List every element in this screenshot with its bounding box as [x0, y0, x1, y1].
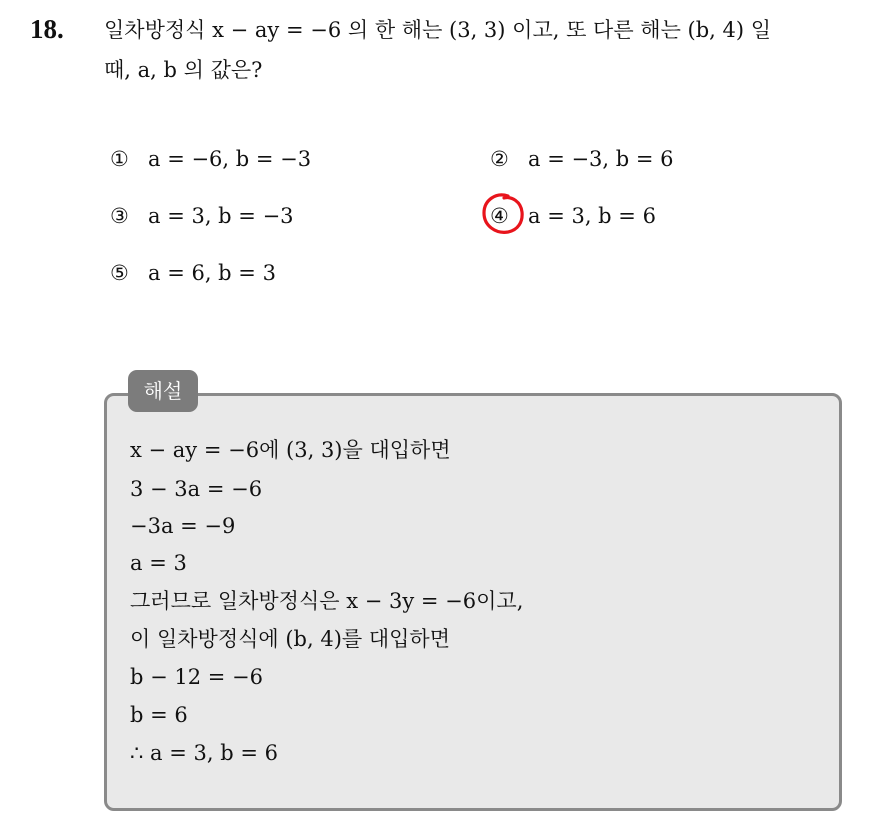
solution-line: ∴ a = 3, b = 6: [130, 741, 278, 765]
choice-1-text: a = −6, b = −3: [148, 147, 312, 171]
solution-line: b = 6: [130, 703, 188, 727]
question-number: 18.: [30, 14, 64, 44]
answer-circle-mark: [478, 188, 528, 238]
solution-line: −3a = −9: [130, 514, 236, 538]
choice-5-symbol: ⑤: [110, 261, 129, 285]
solution-line: 3 − 3a = −6: [130, 477, 263, 501]
choice-1[interactable]: [110, 144, 311, 174]
choice-3-text: a = 3, b = −3: [148, 204, 294, 228]
answer-circle-stroke: [484, 195, 522, 232]
solution-line: b − 12 = −6: [130, 665, 264, 689]
solution-line: x − ay = −6에 (3, 3)을 대입하면: [130, 438, 451, 462]
solution-line: 그러므로 일차방정식은 x − 3y = −6이고,: [130, 589, 524, 613]
solution-line: a = 3: [130, 551, 187, 575]
question-text-line-2: 때, a, b 의 값은?: [104, 58, 263, 82]
choice-1-symbol: ①: [110, 147, 129, 171]
solution-tag: 해설: [128, 370, 198, 412]
choice-2[interactable]: [490, 144, 674, 174]
choice-4-symbol: ④: [490, 204, 509, 228]
choice-5-text: a = 6, b = 3: [148, 261, 276, 285]
choice-2-symbol: ②: [490, 147, 509, 171]
choice-2-text: a = −3, b = 6: [528, 147, 674, 171]
solution-line: 이 일차방정식에 (b, 4)를 대입하면: [130, 627, 450, 651]
choice-3-symbol: ③: [110, 204, 129, 228]
choice-3[interactable]: [110, 201, 294, 231]
choice-4-text: a = 3, b = 6: [528, 204, 656, 228]
question-text-line-1: 일차방정식 x − ay = −6 의 한 해는 (3, 3) 이고, 또 다른 해는 (b, 4) 일: [104, 18, 772, 42]
choice-5[interactable]: [110, 258, 276, 288]
